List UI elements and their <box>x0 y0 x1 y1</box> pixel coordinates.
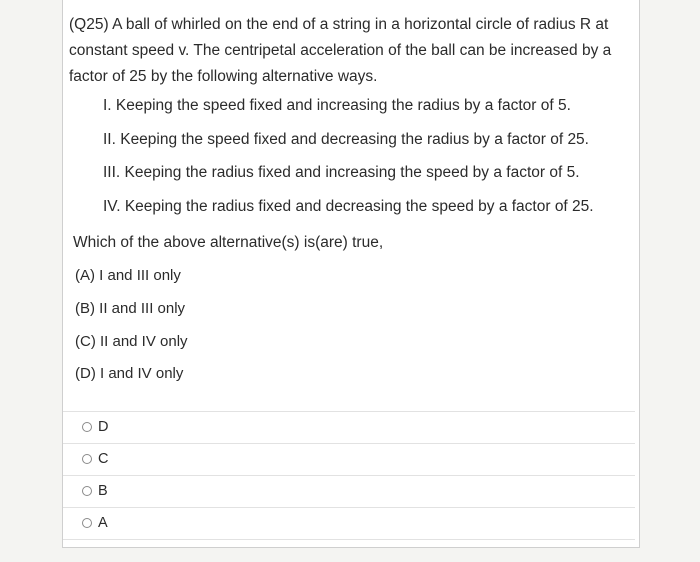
choice-b: (B) II and III only <box>75 299 186 317</box>
question-text: (Q25) A ball of whirled on the end of a string in a horizontal circle of radius R at constant speed v. The centripetal acceleration of the ball can be increased by a factor of 25 by the following alternative ways. <box>69 16 612 85</box>
answer-option-label: B <box>98 483 108 499</box>
choice-list <box>75 266 188 397</box>
answer-option-label: A <box>98 515 108 531</box>
answer-option-label: C <box>98 451 109 467</box>
radio-button-icon[interactable] <box>82 454 92 464</box>
choice-a: (A) I and III only <box>75 267 181 284</box>
statement-list <box>103 96 623 230</box>
radio-button-icon[interactable] <box>82 422 92 432</box>
choice-c: (C) II and IV only <box>75 332 188 350</box>
statement-2: II. Keeping the speed fixed and decreasing the radius by a factor of 25. <box>103 130 589 148</box>
answer-option-c[interactable] <box>63 443 635 475</box>
answer-option-a[interactable] <box>63 507 635 539</box>
statement-4: IV. Keeping the radius fixed and decreasing the speed by a factor of 25. <box>103 197 594 215</box>
question-card <box>62 0 640 548</box>
answer-option-label: D <box>98 419 109 435</box>
statement-3: III. Keeping the radius fixed and increasing the speed by a factor of 5. <box>103 164 580 181</box>
statement-1: I. Keeping the speed fixed and increasing the radius by a factor of 5. <box>103 97 571 114</box>
question-prompt: Which of the above alternative(s) is(are) true, <box>73 234 384 251</box>
answer-option-d[interactable] <box>63 411 635 443</box>
radio-button-icon[interactable] <box>82 486 92 496</box>
divider <box>63 539 635 540</box>
choice-d: (D) I and IV only <box>75 365 184 383</box>
radio-button-icon[interactable] <box>82 518 92 528</box>
answer-options <box>63 411 635 540</box>
answer-option-b[interactable] <box>63 475 635 507</box>
